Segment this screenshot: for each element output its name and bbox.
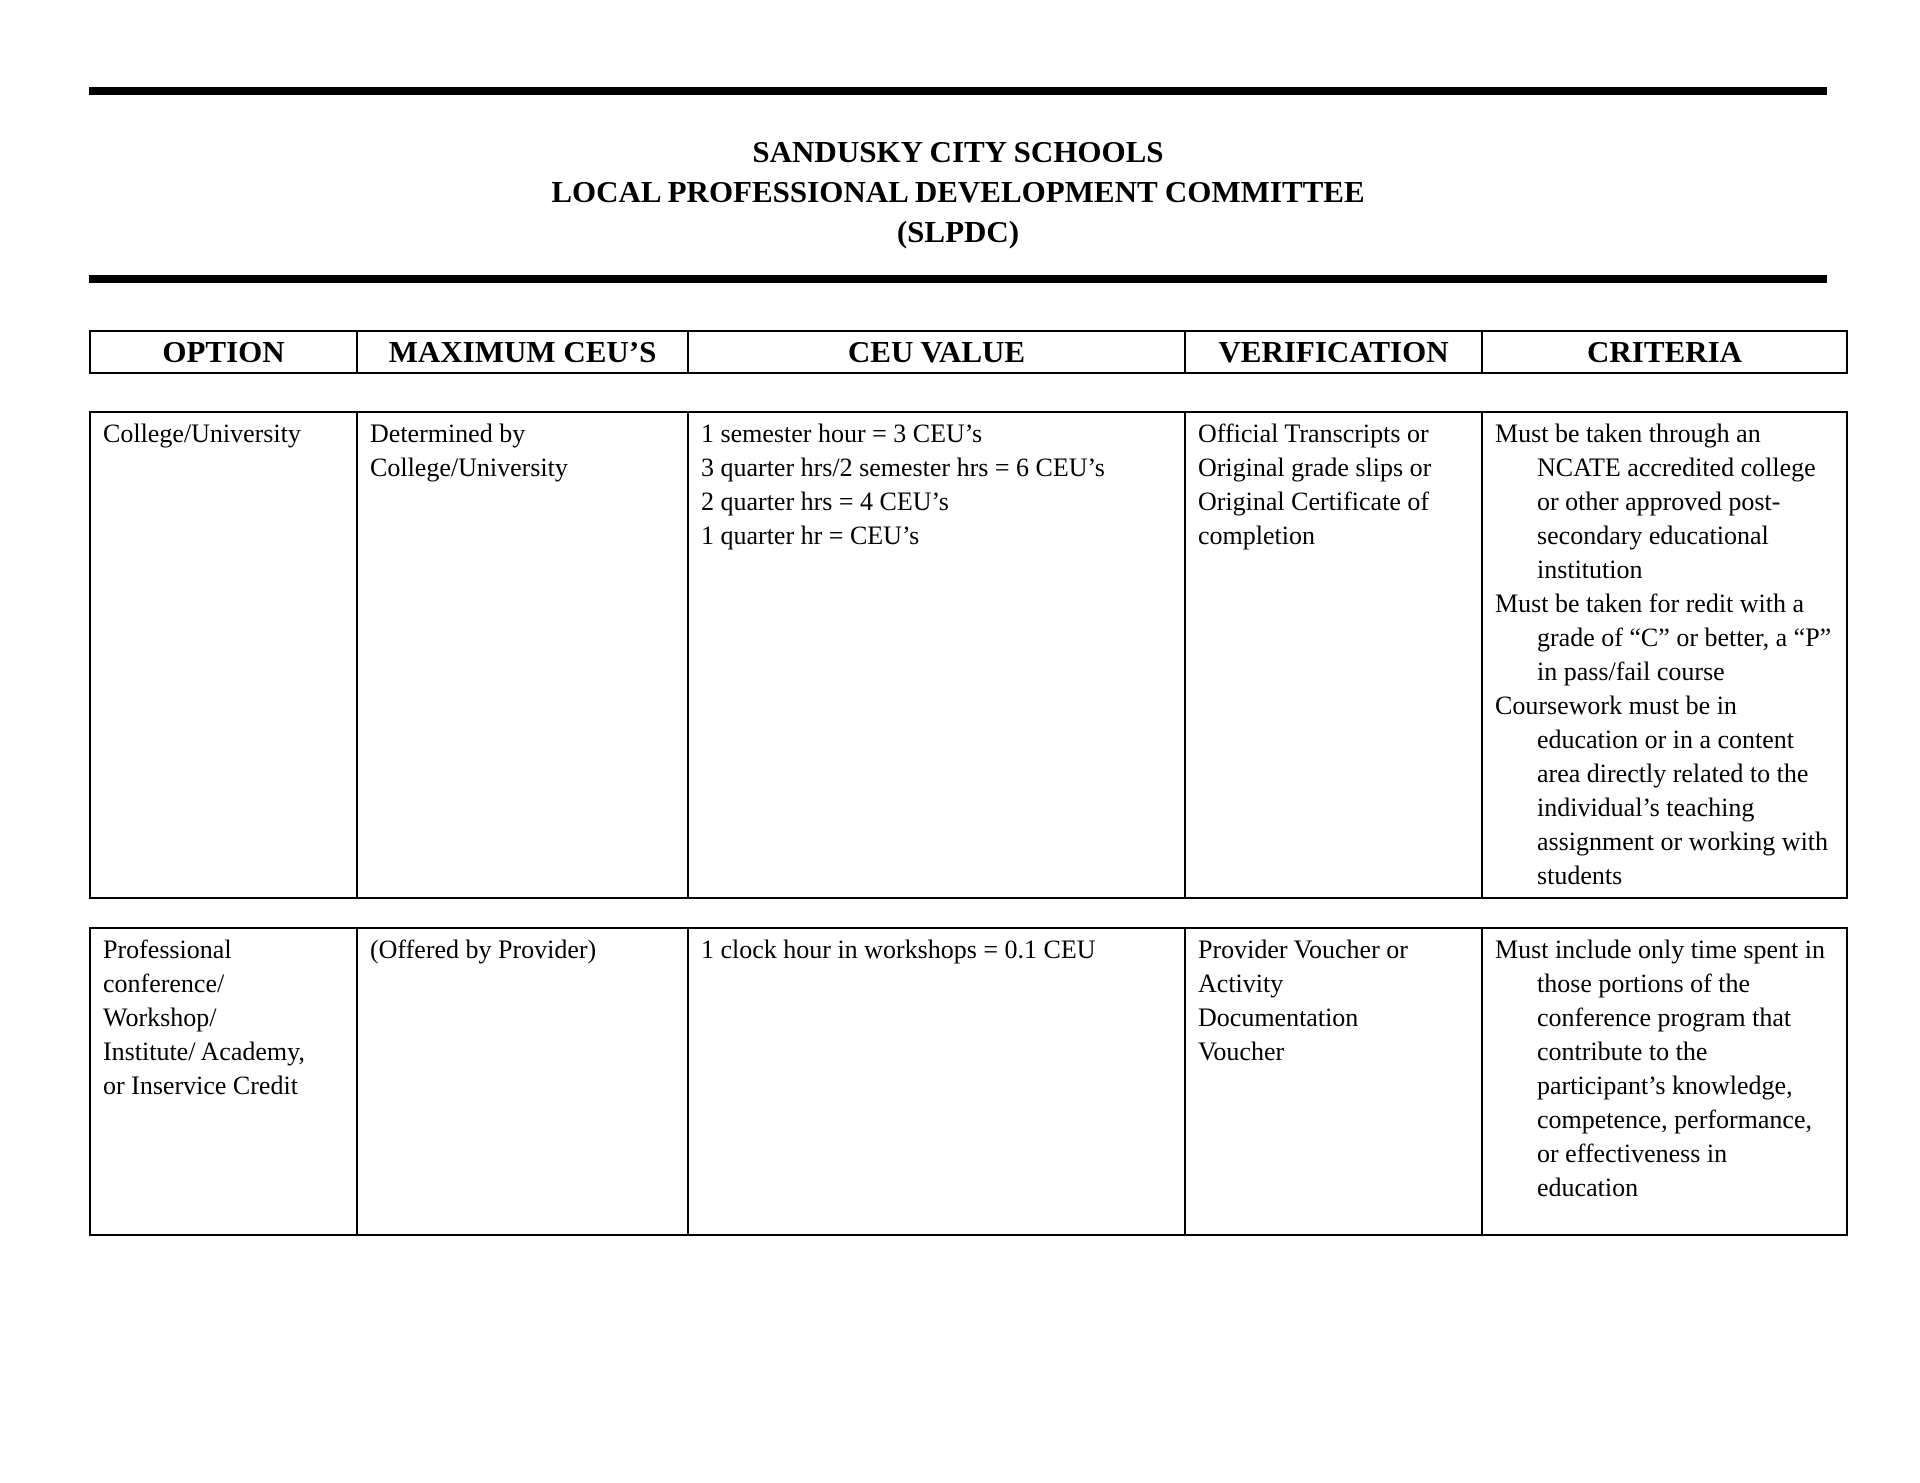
verification-text: Voucher bbox=[1198, 1037, 1285, 1066]
top-rule bbox=[89, 87, 1827, 95]
option-text: Institute/ Academy, bbox=[103, 1037, 305, 1066]
column-header-table bbox=[89, 330, 1848, 374]
verification-text: Activity bbox=[1198, 969, 1284, 998]
document-title bbox=[89, 132, 1827, 252]
ceu-value-cell bbox=[688, 412, 1185, 898]
table-row bbox=[90, 928, 1847, 1235]
column-header-verification: VERIFICATION bbox=[1185, 331, 1482, 373]
column-header-option: OPTION bbox=[90, 331, 357, 373]
maximum-text: Determined by bbox=[370, 419, 526, 448]
title-line-acronym: (SLPDC) bbox=[896, 214, 1020, 249]
title-line-district: SANDUSKY CITY SCHOOLS bbox=[752, 134, 1164, 169]
maximum-text: (Offered by Provider) bbox=[370, 935, 597, 964]
maximum-ceus-cell bbox=[357, 928, 688, 1235]
column-header-maximum-ceus: MAXIMUM CEU’S bbox=[357, 331, 688, 373]
option-text: or Inservice Credit bbox=[103, 1071, 298, 1100]
criteria-item: Must be taken through an NCATE accredited college or other approved post-secondary educational institution bbox=[1495, 419, 1816, 584]
option-text: Professional bbox=[103, 935, 232, 964]
option-table-college bbox=[89, 411, 1848, 899]
verification-cell bbox=[1185, 412, 1482, 898]
verification-text: Official Transcripts or bbox=[1198, 419, 1429, 448]
ceu-value-text: 3 quarter hrs/2 semester hrs = 6 CEU’s bbox=[701, 453, 1105, 482]
option-text: Workshop/ bbox=[103, 1003, 217, 1032]
column-header-ceu-value: CEU VALUE bbox=[688, 331, 1185, 373]
ceu-value-text: 1 clock hour in workshops = 0.1 CEU bbox=[701, 935, 1096, 964]
option-text: College/University bbox=[103, 419, 301, 448]
option-cell bbox=[90, 412, 357, 898]
ceu-value-cell bbox=[688, 928, 1185, 1235]
verification-text: Original grade slips or bbox=[1198, 453, 1432, 482]
ceu-value-text: 2 quarter hrs = 4 CEU’s bbox=[701, 487, 949, 516]
verification-text: Original Certificate of bbox=[1198, 487, 1430, 516]
verification-text: Provider Voucher or bbox=[1198, 935, 1408, 964]
verification-text: completion bbox=[1198, 521, 1315, 550]
column-header-criteria: CRITERIA bbox=[1482, 331, 1847, 373]
ceu-value-text: 1 semester hour = 3 CEU’s bbox=[701, 419, 983, 448]
maximum-text: College/University bbox=[370, 453, 568, 482]
criteria-cell bbox=[1482, 412, 1847, 898]
criteria-item: Must be taken for redit with a grade of “C” or better, a “P” in pass/fail course bbox=[1495, 589, 1832, 686]
option-table-professional bbox=[89, 927, 1848, 1236]
column-header-row bbox=[90, 331, 1847, 373]
option-cell bbox=[90, 928, 357, 1235]
criteria-item: Coursework must be in education or in a content area directly related to the individual’s teaching assignment or working with students bbox=[1495, 691, 1829, 890]
option-text: conference/ bbox=[103, 969, 225, 998]
maximum-ceus-cell bbox=[357, 412, 688, 898]
verification-cell bbox=[1185, 928, 1482, 1235]
ceu-value-text: 1 quarter hr = CEU’s bbox=[701, 521, 920, 550]
title-line-committee: LOCAL PROFESSIONAL DEVELOPMENT COMMITTEE bbox=[551, 174, 1365, 209]
criteria-item: Must include only time spent in those portions of the conference program that contribute to the participant’s knowledge, competence, performance, or effectiveness in education bbox=[1495, 935, 1826, 1202]
bottom-rule bbox=[89, 275, 1827, 283]
criteria-cell bbox=[1482, 928, 1847, 1235]
verification-text: Documentation bbox=[1198, 1003, 1359, 1032]
table-row bbox=[90, 412, 1847, 898]
